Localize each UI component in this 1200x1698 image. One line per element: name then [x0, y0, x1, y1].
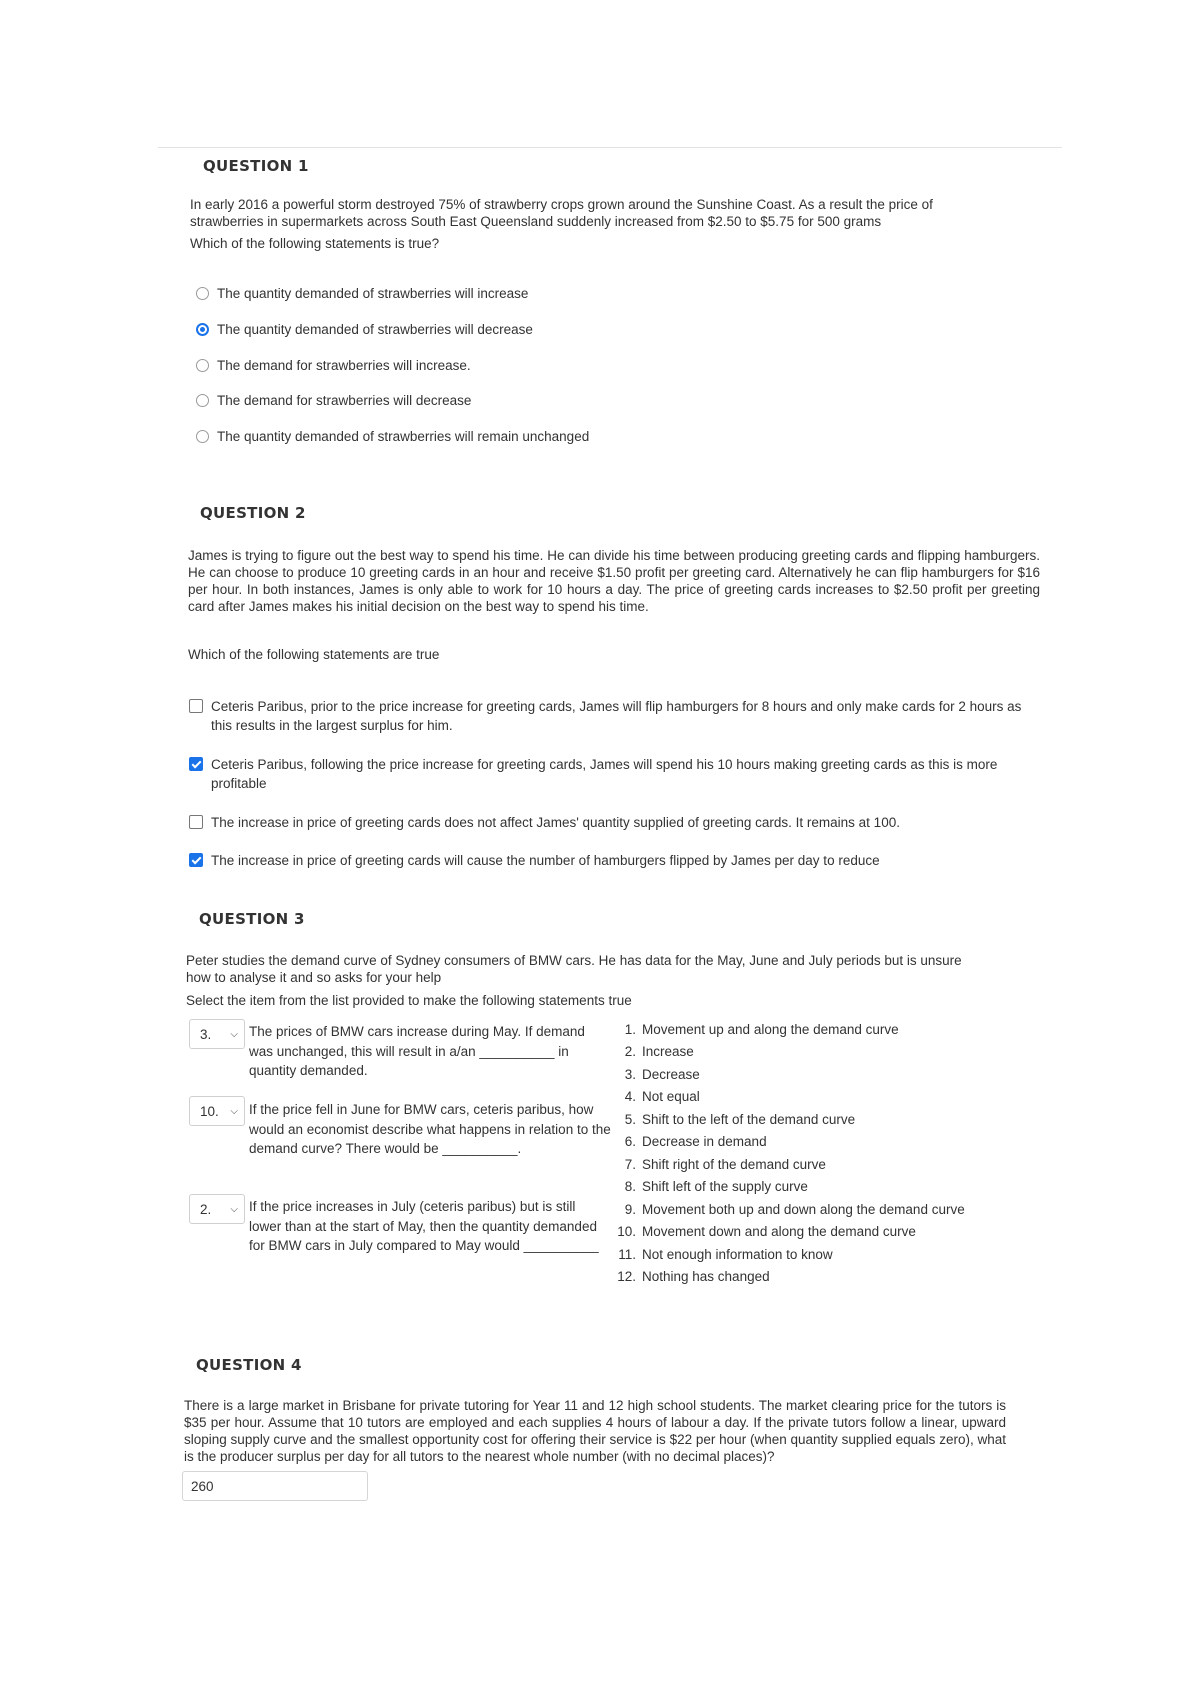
list-item: 5. Shift to the left of the demand curve [624, 1111, 856, 1127]
list-item: 3. Decrease [624, 1066, 700, 1082]
q2-option-4[interactable]: The increase in price of greeting cards will cause the number of hamburgers flipped by James per day to reduce [189, 851, 1029, 870]
list-item: 8. Shift left of the supply curve [624, 1179, 808, 1195]
q3-item-2-select[interactable]: 10. ⌵ [189, 1096, 245, 1126]
q3-choice-list [611, 1018, 1011, 1288]
checkbox[interactable] [189, 699, 203, 713]
question-4-text: There is a large market in Brisbane for private tutoring for Year 11 and 12 high school students. The market clearing price for the tutors is $35 per hour. Assume that 10 tutors are employed and each supplies 4 hours of labour a day. If the private tutors follow a linear, upward sloping supply curve and the smallest opportunity cost for offering their service is $22 per hour (when quantity supplied equals zero), what is the producer surplus per day for all tutors to the nearest whole number (with no decimal places)? [184, 1398, 1006, 1464]
question-2-intro: James is trying to figure out the best way to spend his time. He can divide his time between producing greeting cards and flipping hamburgers. He can choose to produce 10 greeting cards in an hour and receive $1.50 profit per greeting card. Alternatively he can flip hamburgers for $16 per hour. In both instances, James is only able to work for 10 hours a day. The price of greeting cards increases to $2.50 profit per greeting card after James makes his initial decision on the best way to spend his time. [188, 548, 1040, 614]
radio-button[interactable] [196, 430, 209, 443]
list-item: 11. Not enough information to know [618, 1246, 833, 1262]
chevron-down-icon: ⌵ [230, 1028, 238, 1040]
question-1-title: QUESTION 1 [203, 157, 309, 175]
list-item: 2. Increase [624, 1044, 694, 1060]
question-2-prompt: Which of the following statements are true [188, 647, 440, 662]
q4-answer-input[interactable]: 260 [182, 1471, 368, 1501]
question-4-title: QUESTION 4 [196, 1356, 302, 1374]
q1-option-5[interactable]: The quantity demanded of strawberries will remain unchanged [196, 429, 589, 444]
q1-option-1[interactable]: The quantity demanded of strawberries will increase [196, 286, 528, 301]
radio-button[interactable] [196, 287, 209, 300]
chevron-down-icon: ⌵ [230, 1203, 238, 1215]
chevron-down-icon: ⌵ [230, 1105, 238, 1117]
q3-item-3-text: If the price increases in July (ceteris paribus) but is still lower than at the start of May, then the quantity demanded for BMW cars in July compared to May would __________ [249, 1199, 599, 1253]
checkbox[interactable] [189, 815, 203, 829]
question-3-title: QUESTION 3 [199, 910, 305, 928]
q1-option-3[interactable]: The demand for strawberries will increase. [196, 358, 471, 373]
q1-option-2[interactable]: The quantity demanded of strawberries will decrease [196, 322, 533, 337]
radio-button-selected[interactable] [196, 323, 209, 336]
radio-button[interactable] [196, 394, 209, 407]
q3-item-1-select[interactable]: 3. ⌵ [189, 1019, 245, 1049]
list-item: 10. Movement down and along the demand curve [617, 1224, 916, 1240]
radio-button[interactable] [196, 359, 209, 372]
q2-option-2[interactable]: Ceteris Paribus, following the price increase for greeting cards, James will spend his 10 hours making greeting cards as this is more profitable [189, 755, 1029, 793]
q1-option-4[interactable]: The demand for strawberries will decrease [196, 393, 471, 408]
list-item: 6. Decrease in demand [624, 1134, 767, 1150]
list-item: 12. Nothing has changed [617, 1269, 770, 1285]
question-3-intro: Peter studies the demand curve of Sydney consumers of BMW cars. He has data for the May, June and July periods but is unsure how to analyse it and so asks for your help [186, 953, 962, 985]
list-item: 4. Not equal [624, 1089, 700, 1105]
checkbox-checked[interactable] [189, 757, 203, 771]
list-item: 1. Movement up and along the demand curve [624, 1021, 899, 1037]
list-item: 9. Movement both up and down along the demand curve [624, 1201, 965, 1217]
q3-item-2-text: If the price fell in June for BMW cars, ceteris paribus, how would an economist describe what happens in relation to the demand curve? There would be __________. [249, 1102, 611, 1156]
list-item: 7. Shift right of the demand curve [624, 1156, 826, 1172]
question-2-title: QUESTION 2 [200, 504, 306, 522]
q3-item-1-text: The prices of BMW cars increase during May. If demand was unchanged, this will result in a/an __________ in quantity demanded. [249, 1024, 585, 1078]
question-3-prompt: Select the item from the list provided to make the following statements true [186, 993, 632, 1008]
question-1-intro: In early 2016 a powerful storm destroyed 75% of strawberry crops grown around the Sunshine Coast. As a result the price of strawberries in supermarkets across South East Queensland suddenly increased from $2.50 to $5.75 for 500 grams Which of the following statements is true? [190, 196, 1010, 252]
checkbox-checked[interactable] [189, 853, 203, 867]
q3-item-3-select[interactable]: 2. ⌵ [189, 1194, 245, 1224]
question-1-prompt: Which of the following statements is true? [190, 236, 440, 251]
q2-option-3[interactable]: The increase in price of greeting cards does not affect James' quantity supplied of greeting cards. It remains at 100. [189, 813, 1029, 832]
top-divider [158, 147, 1062, 148]
q2-option-1[interactable]: Ceteris Paribus, prior to the price increase for greeting cards, James will flip hamburgers for 8 hours and only make cards for 2 hours as this results in the largest surplus for him. [189, 697, 1029, 735]
